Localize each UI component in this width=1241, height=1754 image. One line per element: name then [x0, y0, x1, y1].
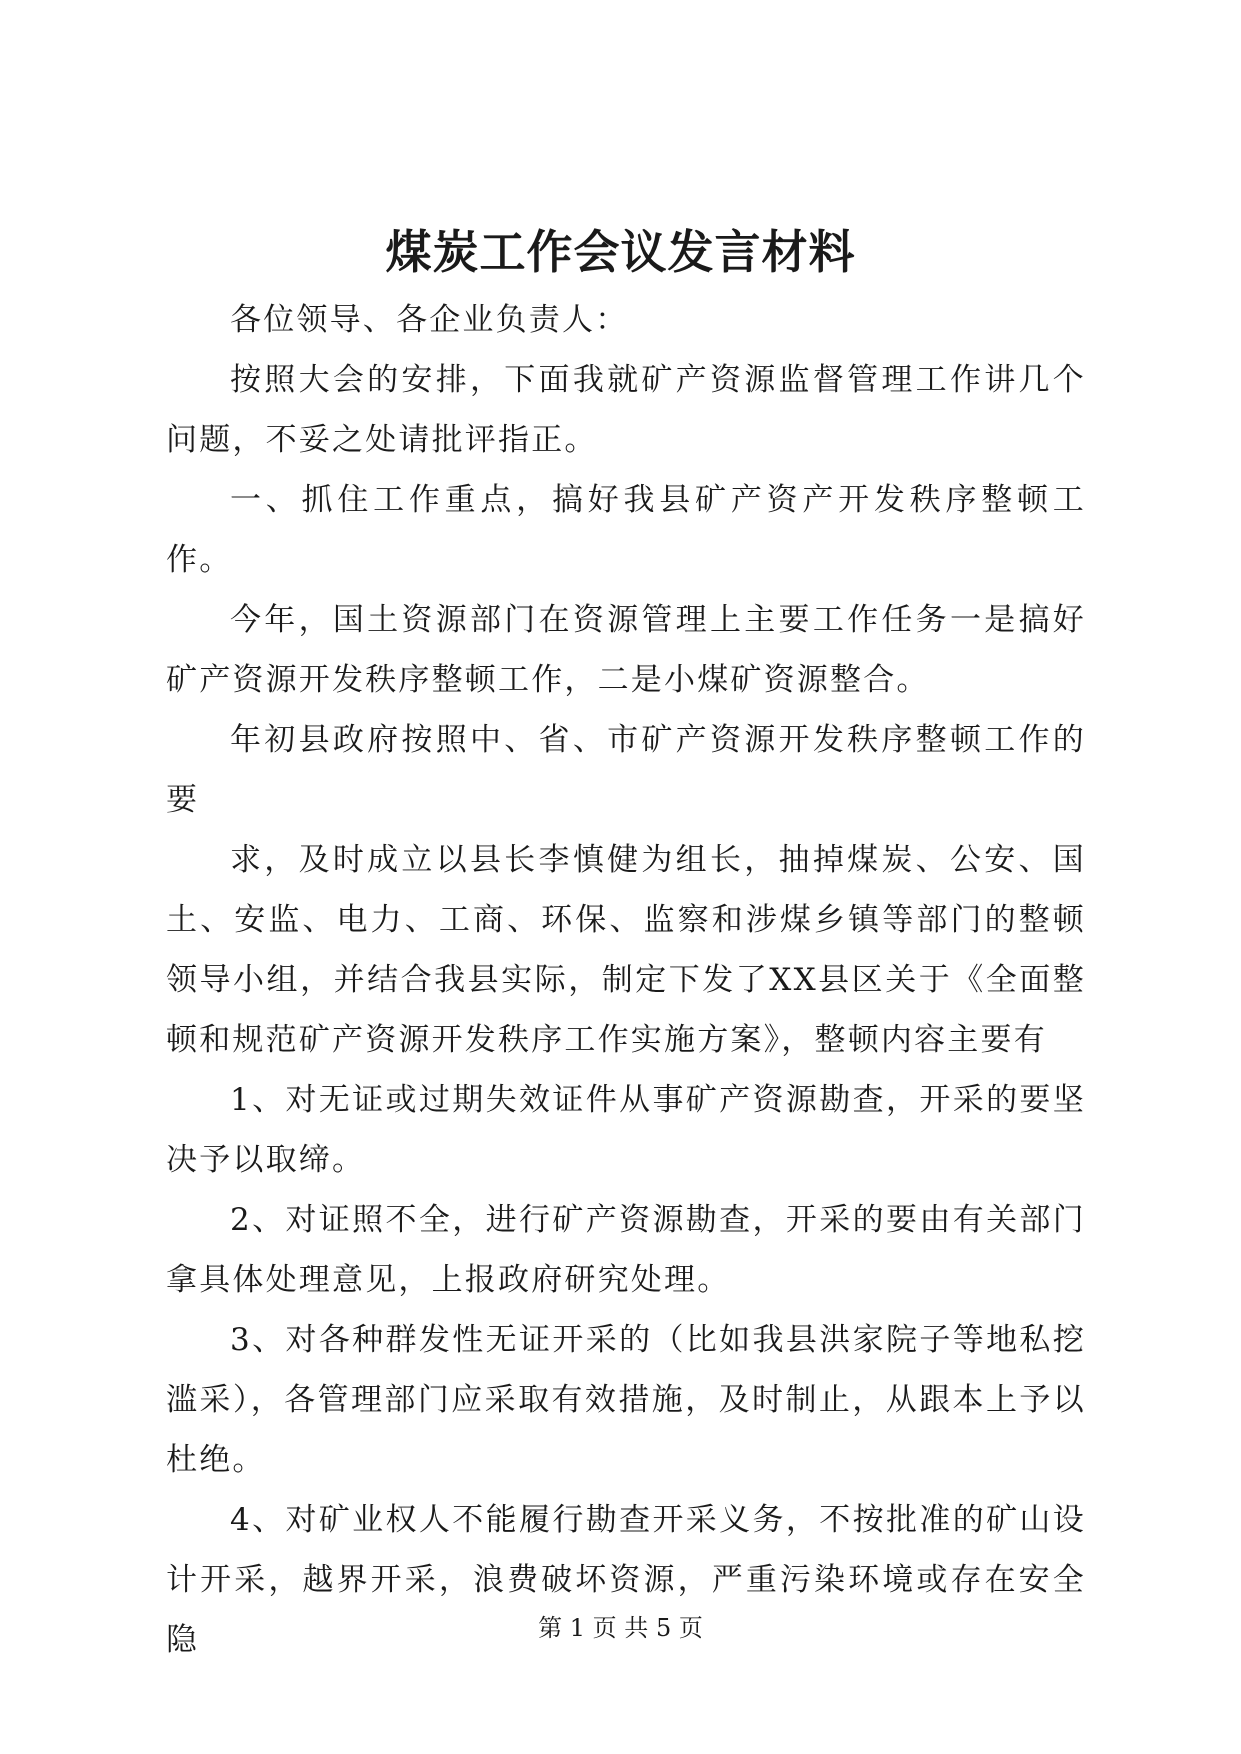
paragraph-item-4: 4、对矿业权人不能履行勘查开采义务，不按批准的矿山设计开采，越界开采，浪费破坏资源，严重污染环境或存在安全隐 — [166, 1502, 1086, 1658]
paragraph-tasks: 今年，国土资源部门在资源管理上主要工作任务一是搞好矿产资源开发秩序整顿工作，二是小煤矿资源整合。 — [166, 602, 1086, 698]
paragraph-item-1: 1、对无证或过期失效证件从事矿产资源勘查，开采的要坚决予以取缔。 — [166, 1082, 1086, 1178]
paragraph-item-3: 3、对各种群发性无证开采的（比如我县洪家院子等地私挖滥采），各管理部门应采取有效措施，及时制止，从跟本上予以杜绝。 — [166, 1322, 1086, 1478]
paragraph-salutation: 各位领导、各企业负责人： — [230, 302, 629, 338]
paragraph-item-2: 2、对证照不全，进行矿产资源勘查，开采的要由有关部门拿具体处理意见，上报政府研究处理。 — [166, 1202, 1086, 1298]
paragraph-intro: 按照大会的安排，下面我就矿产资源监督管理工作讲几个问题，不妥之处请批评指正。 — [166, 362, 1086, 458]
document-body — [166, 290, 1086, 1670]
paragraph-leading-group: 求，及时成立以县长李慎健为组长，抽掉煤炭、公安、国土、安监、电力、工商、环保、监察和涉煤乡镇等部门的整顿领导小组，并结合我县实际，制定下发了XX县区关于《全面整顿和规范矿产资源开发秩序工作实施方案》，整顿内容主要有 — [166, 842, 1086, 1058]
paragraph-start-of-year: 年初县政府按照中、省、市矿产资源开发秩序整顿工作的要 — [166, 722, 1086, 818]
page-number-footer: 第 1 页 共 5 页 — [538, 1614, 703, 1642]
document-title: 煤炭工作会议发言材料 — [385, 225, 856, 279]
paragraph-section-heading: 一、抓住工作重点，搞好我县矿产资产开发秩序整顿工作。 — [166, 482, 1086, 578]
